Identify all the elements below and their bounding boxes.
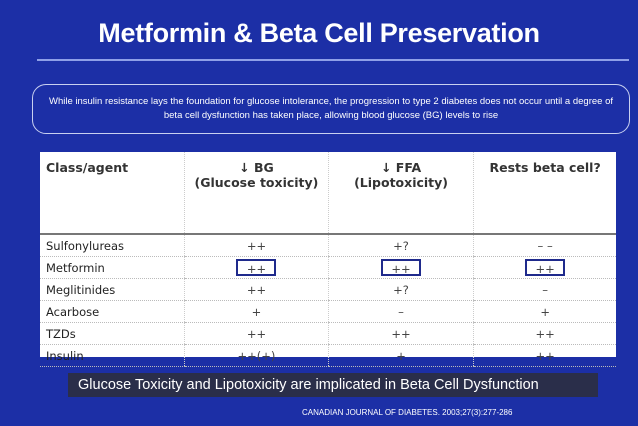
table-row — [40, 345, 616, 367]
row-agent: Metformin — [40, 257, 185, 279]
row-rest-value: + — [474, 301, 616, 323]
row-bg-value: + — [185, 301, 329, 323]
table-row-metformin — [40, 257, 616, 279]
table-row — [40, 301, 616, 323]
table-row — [40, 323, 616, 345]
row-ffa-value: ++ — [328, 323, 473, 345]
row-ffa-value: +? — [328, 234, 473, 257]
row-agent: Sulfonylureas — [40, 234, 185, 257]
row-bg-value — [185, 257, 329, 279]
row-agent: TZDs — [40, 323, 185, 345]
header-bg-line2: (Glucose toxicity) — [194, 175, 319, 190]
header-bg-line1: ↓ BG — [239, 160, 274, 175]
row-bg-value: ++ — [185, 279, 329, 301]
table-row — [40, 279, 616, 301]
row-rest-value: ++ — [474, 345, 616, 367]
row-bg-value: ++ — [185, 323, 329, 345]
table-row — [40, 234, 616, 257]
highlight-box: ++ — [236, 259, 276, 276]
row-bg-value: ++(+) — [185, 345, 329, 367]
header-bg — [185, 152, 329, 234]
row-agent: Meglitinides — [40, 279, 185, 301]
row-rest-value — [474, 257, 616, 279]
row-rest-value: ++ — [474, 323, 616, 345]
row-bg-value: ++ — [185, 234, 329, 257]
header-class-agent: Class/agent — [40, 152, 185, 234]
table-header-row — [40, 152, 616, 234]
row-ffa-value: + — [328, 345, 473, 367]
comparison-table — [40, 152, 616, 363]
slide-title: Metformin & Beta Cell Preservation — [98, 18, 540, 48]
row-ffa-value: – — [328, 301, 473, 323]
header-rest-line1: Rests beta cell? — [489, 160, 601, 175]
row-agent: Acarbose — [40, 301, 185, 323]
row-agent: Insulin — [40, 345, 185, 367]
row-rest-value: – – — [474, 234, 616, 257]
row-rest-value: – — [474, 279, 616, 301]
citation: CANADIAN JOURNAL OF DIABETES. 2003;27(3):277-286 — [302, 408, 513, 417]
highlight-box: ++ — [525, 259, 565, 276]
header-ffa — [328, 152, 473, 234]
conclusion-caption: Glucose Toxicity and Lipotoxicity are implicated in Beta Cell Dysfunction — [68, 373, 598, 397]
row-ffa-value — [328, 257, 473, 279]
header-ffa-line1: ↓ FFA — [380, 160, 422, 175]
row-ffa-value: +? — [328, 279, 473, 301]
header-ffa-line2: (Lipotoxicity) — [354, 175, 449, 190]
header-rests-beta-cell — [474, 152, 616, 234]
highlight-box: ++ — [381, 259, 421, 276]
intro-callout: While insulin resistance lays the foundation for glucose intolerance, the progression to type 2 diabetes does not occur until a degree of beta cell dysfunction has taken place, allowing blood glucose (BG) levels to rise — [32, 84, 630, 134]
title-underline — [37, 59, 629, 61]
